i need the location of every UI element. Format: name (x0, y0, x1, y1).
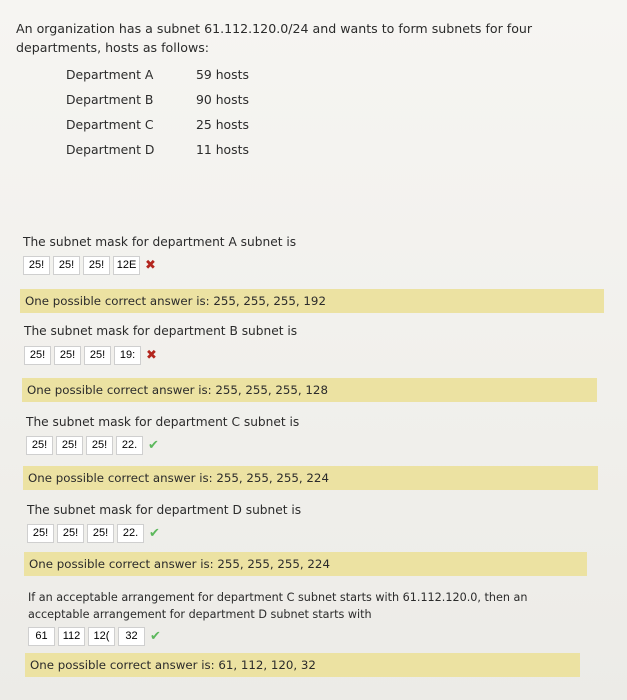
question-b-prompt: The subnet mask for department B subnet is (24, 324, 298, 338)
question-a-prompt: The subnet mask for department A subnet is (23, 235, 297, 249)
answer-field-3[interactable] (87, 524, 114, 543)
department-name: Department A (66, 67, 154, 82)
department-row (66, 87, 249, 112)
answer-field-2[interactable] (54, 346, 81, 365)
question-e-answer-group (28, 627, 161, 646)
question-b-answer-group (24, 346, 157, 365)
question-d-feedback: One possible correct answer is: 255, 255, 255, 224 (24, 552, 587, 576)
department-name: Department C (66, 117, 154, 132)
answer-field-1[interactable] (24, 346, 51, 365)
department-hosts: 11 hosts (196, 142, 249, 157)
question-e-prompt: If an acceptable arrangement for department C subnet starts with 61.112.120.0, then an acceptable arrangement for department D subnet starts with (28, 591, 528, 621)
answer-field-1[interactable] (27, 524, 54, 543)
answer-field-1[interactable] (26, 436, 53, 455)
answer-field-4[interactable] (117, 524, 144, 543)
question-c-answer-group (26, 436, 159, 455)
department-name: Department D (66, 142, 155, 157)
department-row (66, 112, 249, 137)
question-a-feedback: One possible correct answer is: 255, 255, 255, 192 (20, 289, 604, 313)
problem-statement: An organization has a subnet 61.112.120.0/24 and wants to form subnets for four departments, hosts as follows: (16, 21, 533, 55)
question-c-prompt: The subnet mask for department C subnet is (26, 415, 300, 429)
check-icon: ✔ (150, 629, 161, 644)
answer-field-4[interactable] (114, 346, 141, 365)
question-d-prompt: The subnet mask for department D subnet is (27, 503, 302, 517)
department-name: Department B (66, 92, 154, 107)
question-b-feedback: One possible correct answer is: 255, 255, 255, 128 (22, 378, 597, 402)
cross-icon: ✖ (145, 258, 156, 273)
department-hosts: 59 hosts (196, 67, 249, 82)
answer-field-3[interactable] (88, 627, 115, 646)
check-icon: ✔ (149, 526, 160, 541)
answer-field-2[interactable] (56, 436, 83, 455)
department-row (66, 62, 249, 87)
question-d-answer-group (27, 524, 160, 543)
answer-field-3[interactable] (86, 436, 113, 455)
answer-field-3[interactable] (84, 346, 111, 365)
question-e-feedback: One possible correct answer is: 61, 112, 120, 32 (25, 653, 580, 677)
question-c-feedback: One possible correct answer is: 255, 255, 255, 224 (23, 466, 598, 490)
answer-field-2[interactable] (58, 627, 85, 646)
answer-field-3[interactable] (83, 256, 110, 275)
department-hosts-table (66, 62, 249, 162)
question-a-answer-group (23, 256, 156, 275)
answer-field-4[interactable] (113, 256, 140, 275)
department-hosts: 25 hosts (196, 117, 249, 132)
department-row (66, 137, 249, 162)
cross-icon: ✖ (146, 348, 157, 363)
answer-field-4[interactable] (118, 627, 145, 646)
department-hosts: 90 hosts (196, 92, 249, 107)
answer-field-1[interactable] (28, 627, 55, 646)
answer-field-4[interactable] (116, 436, 143, 455)
answer-field-2[interactable] (57, 524, 84, 543)
answer-field-1[interactable] (23, 256, 50, 275)
check-icon: ✔ (148, 438, 159, 453)
answer-field-2[interactable] (53, 256, 80, 275)
